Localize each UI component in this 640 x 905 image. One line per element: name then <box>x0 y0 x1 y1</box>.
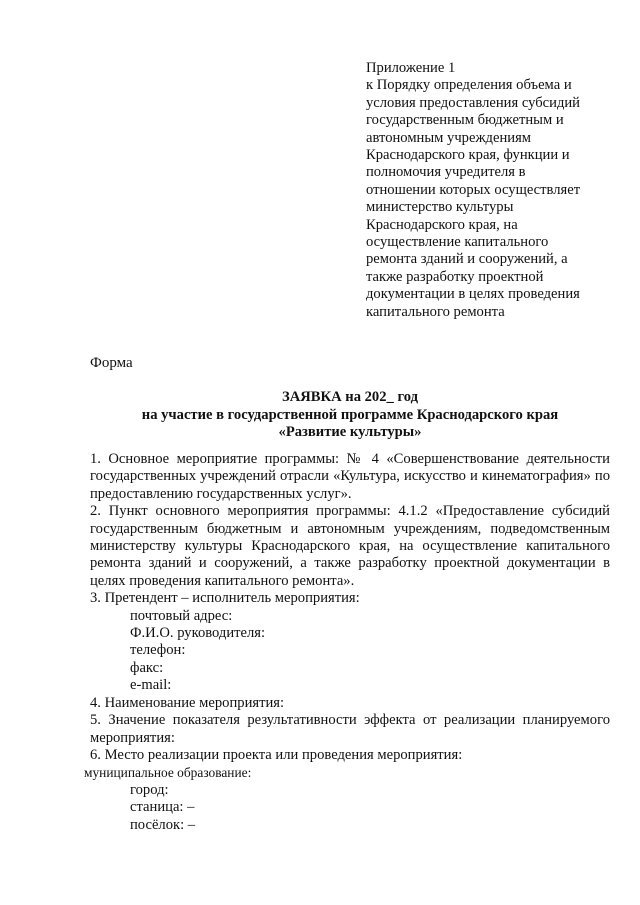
title-line: «Развитие культуры» <box>278 424 422 441</box>
appendix-line: ремонта зданий и сооружений, а <box>366 251 568 268</box>
item-activity-name: 4. Наименование мероприятия: <box>90 694 285 711</box>
fax-field: факс: <box>130 659 164 676</box>
appendix-line: Краснодарского края, функции и <box>366 147 570 164</box>
settlement-field: посёлок: – <box>130 816 196 833</box>
title-line: на участие в государственной программе Краснодарского края <box>141 406 559 423</box>
document-title <box>90 389 610 442</box>
appendix-note <box>366 60 618 321</box>
item-main-activity: 1. Основное мероприятие программы: № 4 «Совершенствование деятельности государственных учреждений отрасли «Культура, искусство и кинематография» по предоставлению государственных услуг». <box>90 451 610 502</box>
application-items <box>84 451 610 834</box>
appendix-line: Краснодарского края, на <box>366 216 518 233</box>
email-field: e-mail: <box>130 677 172 694</box>
municipality-field: муниципальное образование: <box>84 765 252 781</box>
item-applicant: 3. Претендент – исполнитель мероприятия: <box>90 590 360 607</box>
phone-field: телефон: <box>130 642 186 659</box>
appendix-line: условия предоставления субсидий <box>366 94 580 111</box>
form-label: Форма <box>90 355 133 371</box>
appendix-line: государственным бюджетным и <box>366 112 564 129</box>
appendix-line: министерство культуры <box>366 199 514 216</box>
item-activity-point: 2. Пункт основного мероприятия программы: 4.1.2 «Предоставление субсидий государственным бюджетным и автономным учреждениям, подведомственным министерству культуры Краснодарского края, на осуществление капитального ремонта зданий и сооружений, а также разработку проектной документации в целях проведения капитального ремонта». <box>90 503 610 589</box>
appendix-line: полномочия учредителя в <box>366 164 526 181</box>
appendix-line: Приложение 1 <box>366 60 456 76</box>
appendix-line: отношении которых осуществляет <box>366 181 581 198</box>
city-field: город: <box>130 781 169 798</box>
item-indicator-value: 5. Значение показателя результативности эффекта от реализации планируемого мероприятия: <box>90 712 610 746</box>
appendix-line: осуществление капитального <box>366 234 549 251</box>
appendix-line: к Порядку определения объема и <box>366 77 572 94</box>
postal-address-field: почтовый адрес: <box>130 607 233 624</box>
director-name-field: Ф.И.О. руководителя: <box>130 625 266 642</box>
appendix-line: автономным учреждениям <box>366 129 532 146</box>
item-location: 6. Место реализации проекта или проведения мероприятия: <box>90 746 463 763</box>
stanitsa-field: станица: – <box>130 799 195 816</box>
appendix-line: капитального ремонта <box>366 303 505 320</box>
appendix-line: также разработку проектной <box>366 268 544 285</box>
appendix-line: документации в целях проведения <box>366 286 580 303</box>
title-line: ЗАЯВКА на 202_ год <box>282 389 418 405</box>
